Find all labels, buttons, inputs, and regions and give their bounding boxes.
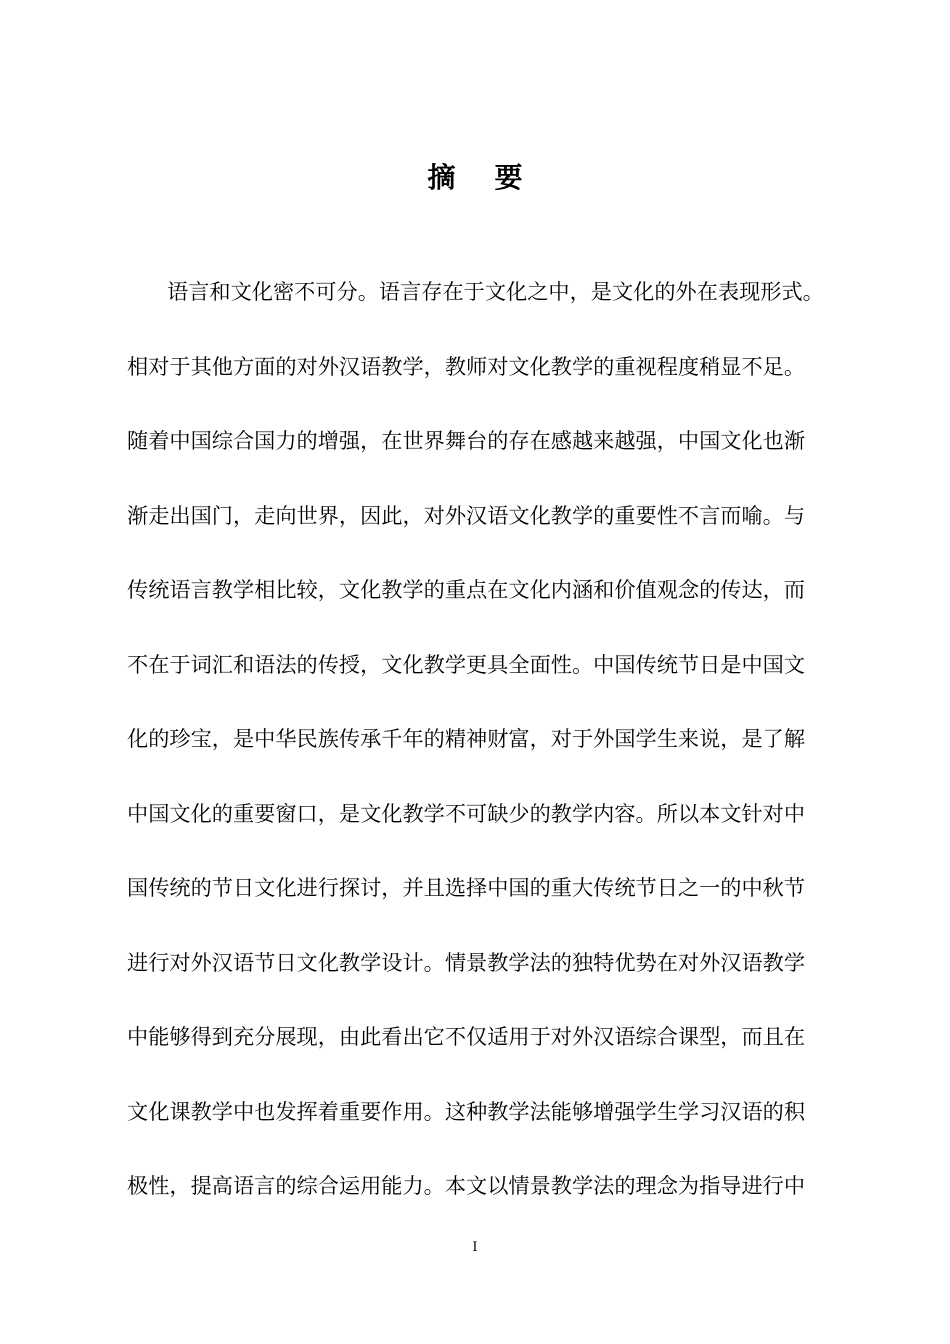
text-line: 传统语言教学相比较，文化教学的重点在文化内涵和价值观念的传达，而 <box>127 577 806 602</box>
text-line: 国传统的节日文化进行探讨，并且选择中国的重大传统节日之一的中秋节 <box>127 875 806 900</box>
page-number: I <box>472 1240 478 1255</box>
text-line: 中能够得到充分展现，由此看出它不仅适用于对外汉语综合课型，而且在 <box>127 1024 806 1049</box>
text-line: 不在于词汇和语法的传授，文化教学更具全面性。中国传统节日是中国文 <box>127 651 806 677</box>
text-line: 相对于其他方面的对外汉语教学，教师对文化教学的重视程度稍显不足。 <box>127 353 806 379</box>
abstract-title: 摘 要 <box>427 161 523 194</box>
text-line: 极性，提高语言的综合运用能力。本文以情景教学法的理念为指导进行中 <box>127 1173 806 1198</box>
text-line: 文化课教学中也发挥着重要作用。这种教学法能够增强学生学习汉语的积 <box>127 1098 806 1124</box>
text-line: 语言和文化密不可分。语言存在于文化之中，是文化的外在表现形式。 <box>167 279 824 304</box>
text-line: 渐走出国门，走向世界，因此，对外汉语文化教学的重要性不言而喻。与 <box>127 502 806 528</box>
text-line: 中国文化的重要窗口，是文化教学不可缺少的教学内容。所以本文针对中 <box>127 800 806 826</box>
text-line: 化的珍宝，是中华民族传承千年的精神财富，对于外国学生来说，是了解 <box>127 726 806 751</box>
text-line: 进行对外汉语节日文化教学设计。情景教学法的独特优势在对外汉语教学 <box>127 949 806 975</box>
text-line: 随着中国综合国力的增强，在世界舞台的存在感越来越强，中国文化也渐 <box>127 428 806 453</box>
abstract-body <box>127 272 859 1241</box>
